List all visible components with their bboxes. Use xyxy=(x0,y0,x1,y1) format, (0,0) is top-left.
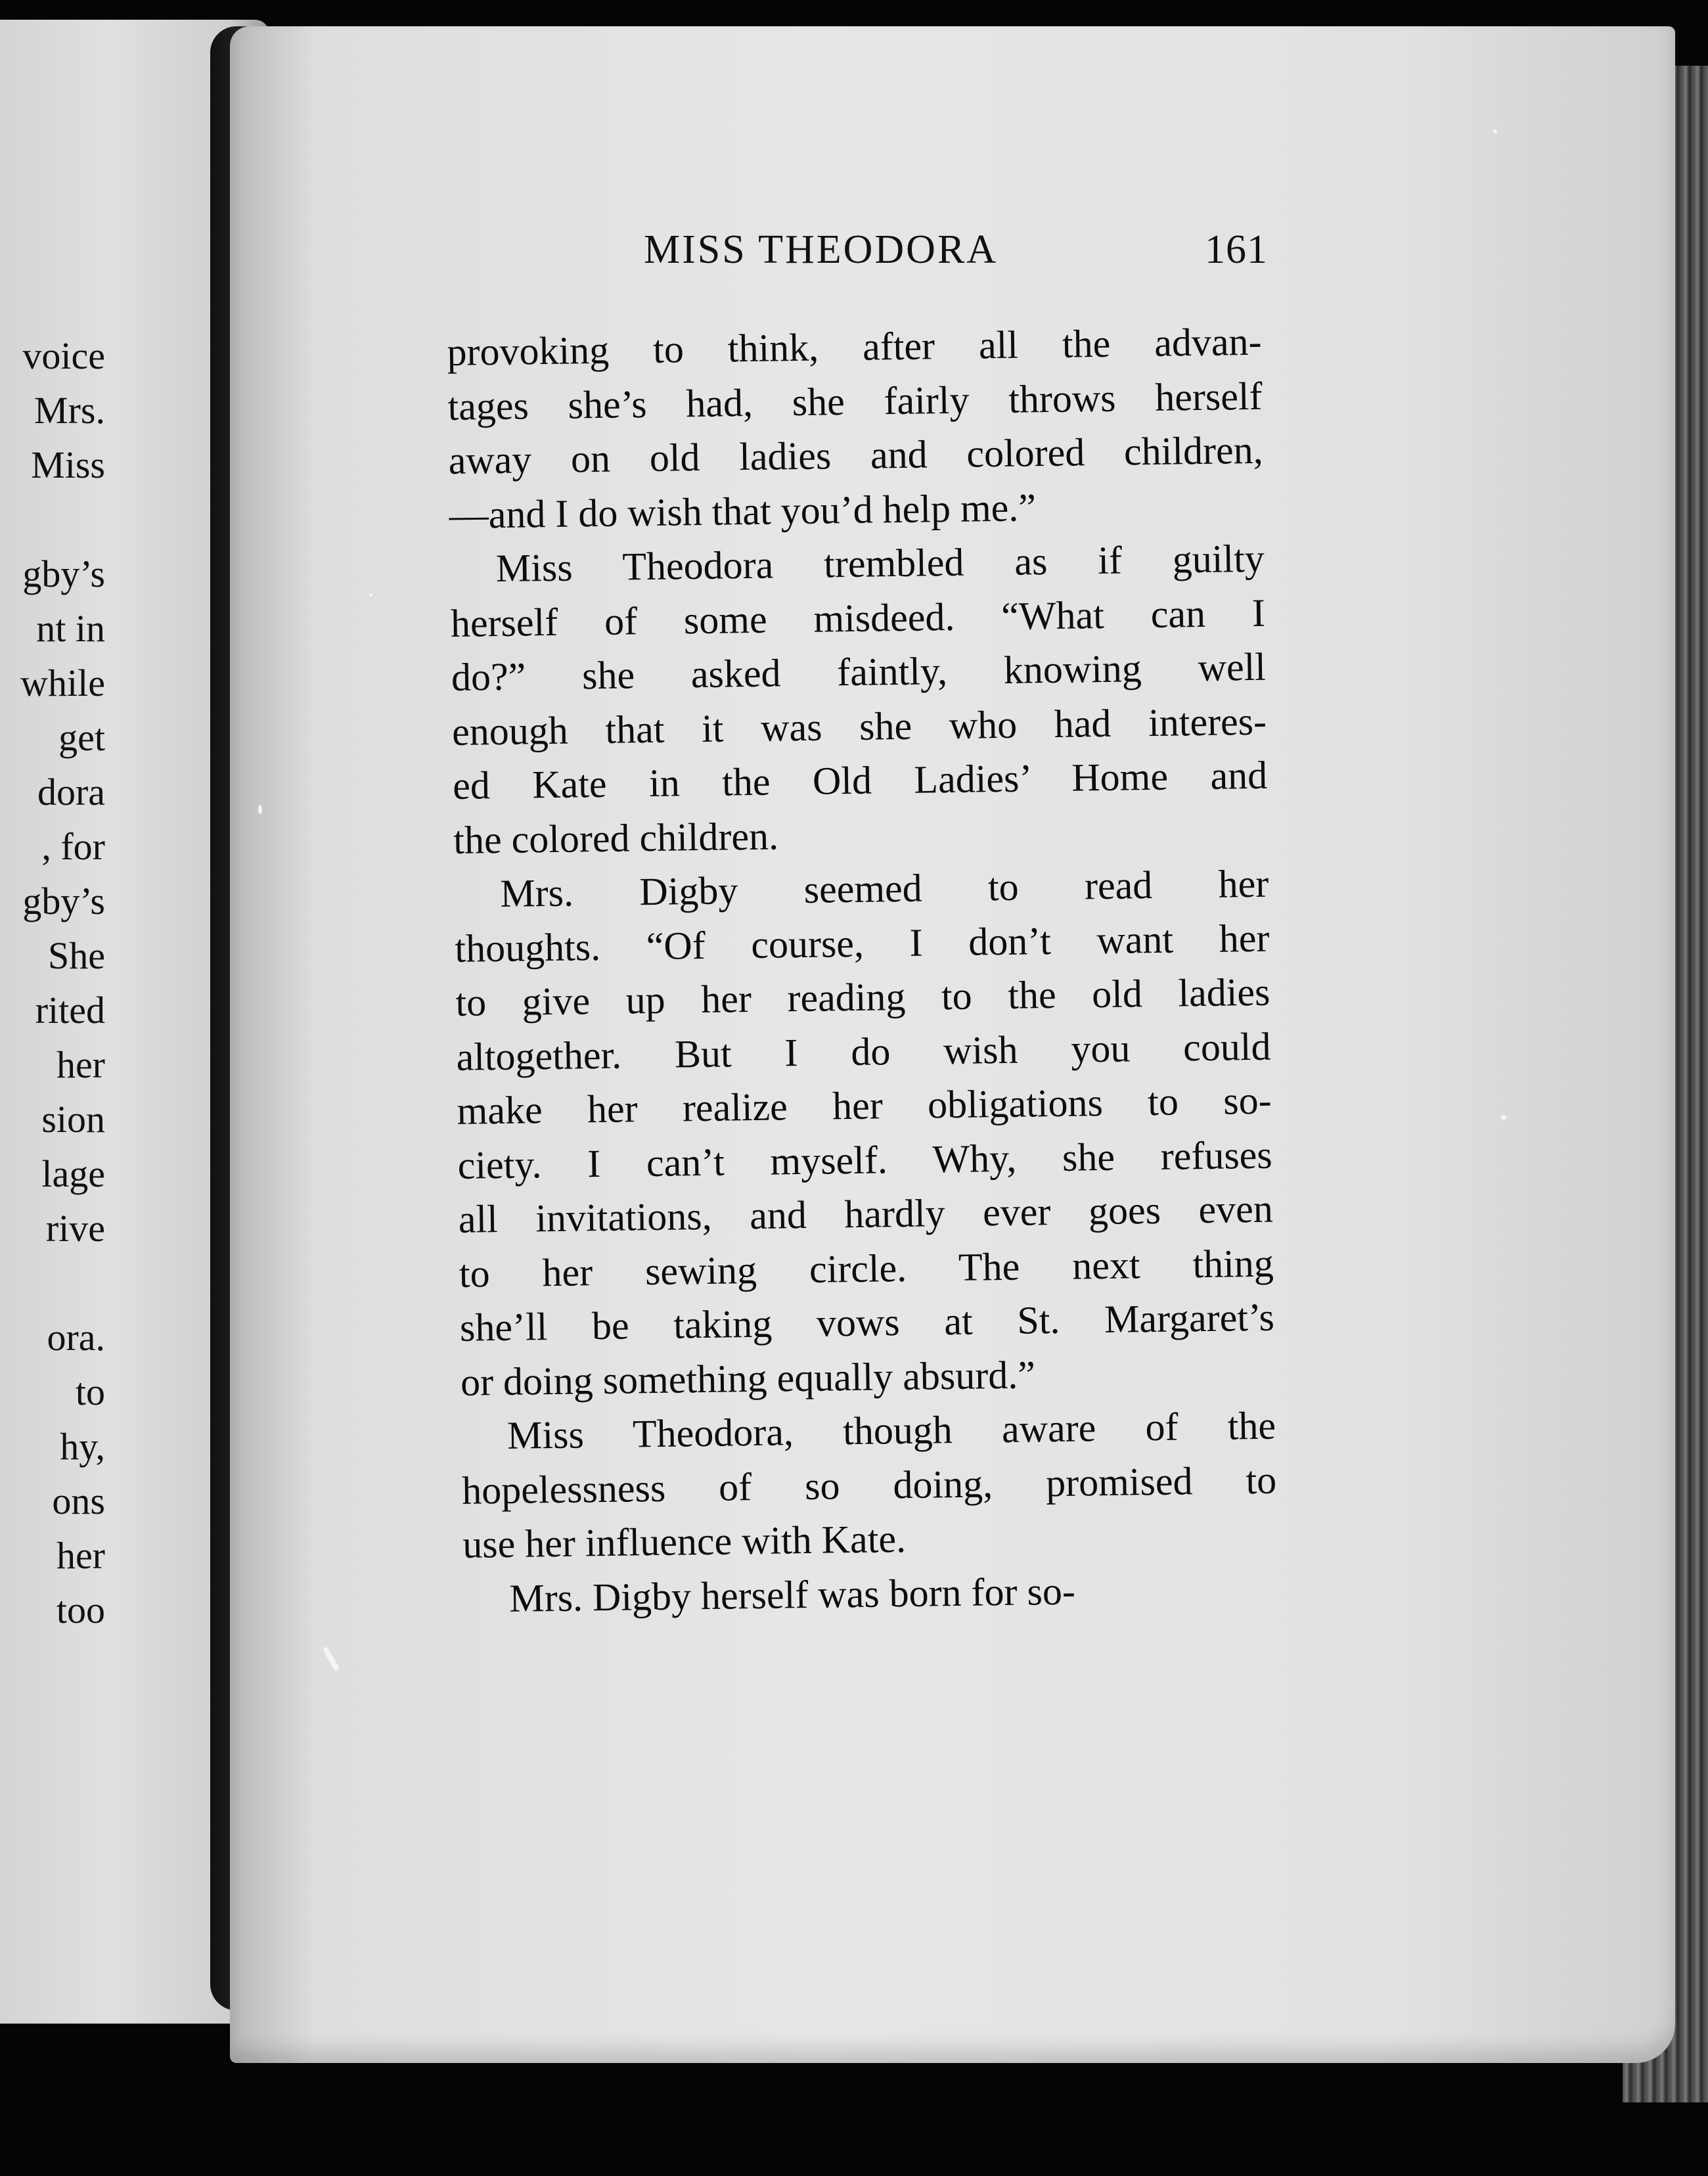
left-page-line: lage xyxy=(41,1152,105,1195)
left-page-line: ora. xyxy=(47,1316,105,1359)
text-line: make her realize her obligations to so- xyxy=(457,1078,1272,1133)
left-page-line: voice xyxy=(22,334,105,377)
left-page-line: her xyxy=(56,1043,105,1086)
text-line: Mrs. Digby seemed to read her xyxy=(499,861,1269,916)
text-line: all invitations, and hardly ever goes even xyxy=(458,1187,1274,1241)
text-line: do?” she asked faintly, knowing well xyxy=(451,645,1267,699)
left-page-line: gby’s xyxy=(22,553,105,595)
left-page-line: dora xyxy=(37,771,105,813)
left-page-line: Miss xyxy=(31,443,105,486)
text-line: to her sewing circle. The next thing xyxy=(459,1241,1274,1296)
text-line: ed Kate in the Old Ladies’ Home and xyxy=(452,753,1268,807)
left-page-line: too xyxy=(56,1589,105,1631)
paragraph xyxy=(454,857,1276,1409)
left-page-line: She xyxy=(48,934,105,977)
left-page-line: hy, xyxy=(60,1425,105,1468)
text-line: Miss Theodora, though aware of the xyxy=(506,1403,1276,1457)
text-line: Miss Theodora trembled as if guilty xyxy=(495,536,1265,591)
text-line: to give up her reading to the old ladies xyxy=(455,970,1270,1024)
left-page-line: sion xyxy=(41,1098,105,1141)
text-line: she’ll be taking vows at St. Margaret’s xyxy=(459,1295,1275,1349)
text-line: provoking to think, after all the advan- xyxy=(447,319,1262,374)
text-line: Mrs. Digby herself was born for so- xyxy=(508,1569,1076,1620)
text-line: use her influence with Kate. xyxy=(462,1517,907,1566)
left-page-line: rited xyxy=(35,989,105,1031)
text-line: thoughts. “Of course, I don’t want her xyxy=(454,916,1270,970)
text-line: herself of some misdeed. “What can I xyxy=(450,591,1266,645)
text-line: altogether. But I do wish you could xyxy=(456,1024,1271,1079)
left-page-line: gby’s xyxy=(22,880,105,922)
paragraph xyxy=(447,315,1264,542)
left-page-line: , for xyxy=(41,825,105,868)
text-line: enough that it was she who had interes- xyxy=(451,699,1267,754)
text-line: —and I do wish that you’d help me.” xyxy=(449,485,1037,537)
text-line: away on old ladies and colored children, xyxy=(448,428,1264,482)
left-page-line: while xyxy=(20,662,105,704)
paragraph xyxy=(449,532,1268,867)
text-line: tages she’s had, she fairly throws herself xyxy=(447,374,1263,428)
page-number: 161 xyxy=(1205,227,1268,272)
paragraph xyxy=(461,1399,1278,1572)
left-page-line: nt in xyxy=(36,607,105,650)
left-page-line: Mrs. xyxy=(34,389,105,432)
text-line: ciety. I can’t myself. Why, she refuses xyxy=(457,1133,1273,1187)
running-title: MISS THEODORA xyxy=(644,227,999,272)
body-text xyxy=(447,315,1278,1626)
paragraph xyxy=(463,1561,1278,1626)
left-page-line: ons xyxy=(52,1480,105,1522)
running-head xyxy=(644,227,1268,279)
left-page-line: rive xyxy=(45,1207,105,1250)
text-line: or doing something equally absurd.” xyxy=(460,1352,1036,1404)
text-line: hopelessness of so doing, promised to xyxy=(461,1458,1277,1512)
left-page-line: get xyxy=(58,716,105,759)
left-page-line: to xyxy=(75,1371,105,1413)
text-line: the colored children. xyxy=(453,813,779,862)
left-page-line: her xyxy=(56,1534,105,1577)
